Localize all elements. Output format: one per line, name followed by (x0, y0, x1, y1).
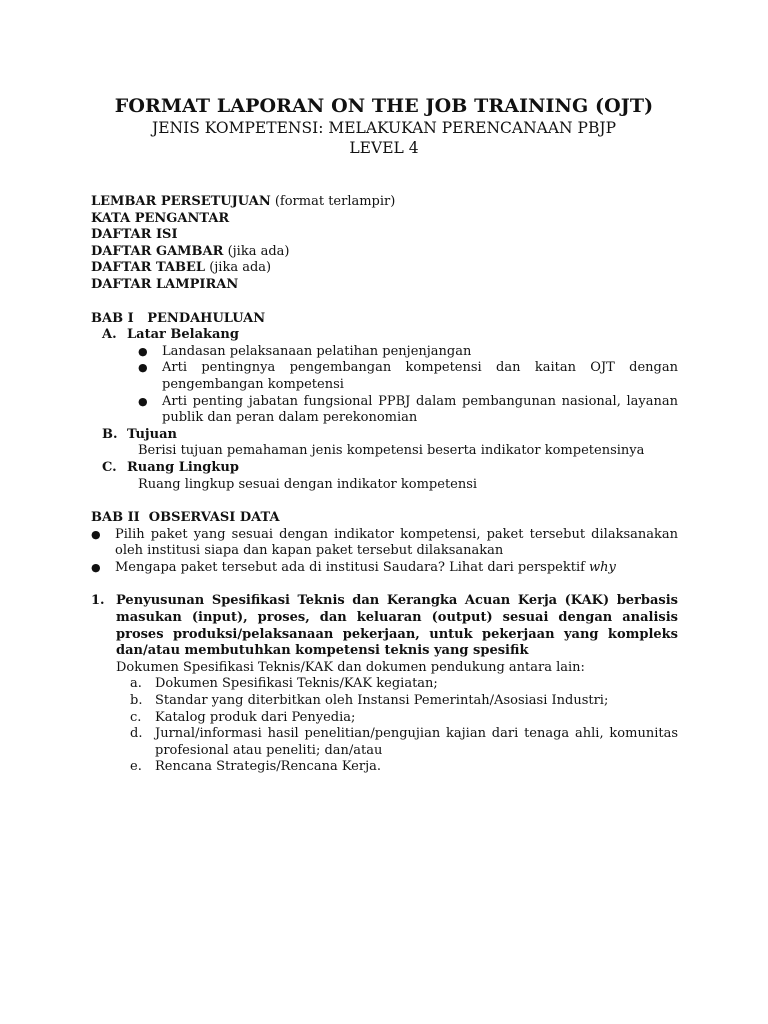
item1-intro: Dokumen Spesifikasi Teknis/KAK dan dokumen pendukung antara lain: (116, 659, 585, 675)
front-matter-list (91, 194, 678, 294)
subsection-b-title: Tujuan (127, 426, 177, 442)
bab1-heading: BAB I PENDAHULUAN (91, 310, 266, 326)
list-item: e. Rencana Strategis/Rencana Kerja. (130, 759, 382, 775)
bab1-subsection-a (91, 327, 678, 344)
list-item: c. Katalog produk dari Penyedia; (130, 709, 356, 725)
list-item: ● Landasan pelaksanaan pelatihan penjenjangan (138, 343, 472, 359)
front-matter-item: DAFTAR LAMPIRAN (91, 276, 239, 292)
front-matter-item: DAFTAR ISI (91, 227, 178, 243)
item1-title: Penyusunan Spesifikasi Teknis dan Kerangka Acuan Kerja (KAK) berbasis masukan (input), proses, dan keluaran (output) sesuai dengan analisis proses produksi/pelaksanaan pekerjaan, untuk pekerjaan yang kompleks dan/atau membutuhkan kompetensi teknis yang spesifik (116, 593, 678, 659)
list-item: ● Mengapa paket tersebut ada di institusi Saudara? Lihat dari perspektif why (91, 559, 616, 575)
document-body (91, 194, 678, 776)
list-item: ● Pilih paket yang sesuai dengan indikator kompetensi, paket tersebut dilaksanakan oleh institusi siapa dan kapan paket tersebut dilaksanakan (91, 526, 678, 559)
subsection-c-label: C. (102, 459, 117, 475)
bullet-icon: ● (91, 560, 101, 574)
bullet-icon: ● (138, 344, 148, 358)
subsection-b-label: B. (102, 426, 118, 442)
bab1-a-bullets (91, 344, 678, 427)
front-matter-item: KATA PENGANTAR (91, 210, 230, 226)
document-title: FORMAT LAPORAN ON THE JOB TRAINING (OJT) (114, 95, 654, 117)
subsection-c-title: Ruang Lingkup (127, 459, 239, 475)
subsection-c-text: Ruang lingkup sesuai dengan indikator kompetensi (138, 476, 478, 492)
item1-heading (91, 593, 678, 659)
list-item: ● Arti penting jabatan fungsional PPBJ dalam pembangunan nasional, layanan publik dan peran dalam perekonomian (138, 393, 678, 426)
subsection-a-title: Latar Belakang (127, 327, 239, 343)
bullet-icon: ● (138, 394, 148, 408)
list-item: d. Jurnal/informasi hasil penelitian/pengujian kajian dari tenaga ahli, komunitas profesional atau peneliti; dan/atau (130, 726, 678, 758)
subsection-b-text: Berisi tujuan pemahaman jenis kompetensi beserta indikator kompetensinya (138, 443, 645, 459)
list-item: a. Dokumen Spesifikasi Teknis/KAK kegiatan; (130, 676, 438, 692)
list-item: ● Arti pentingnya pengembangan kompetensi dan kaitan OJT dengan pengembangan kompetensi (138, 360, 678, 392)
item1-list (91, 676, 678, 776)
item1-number: 1. (91, 593, 105, 609)
bab1-section (91, 311, 678, 494)
front-matter-item: DAFTAR GAMBAR (jika ada) (91, 243, 290, 259)
subsection-a-label: A. (102, 327, 117, 343)
document-header (0, 94, 768, 158)
bullet-icon: ● (91, 527, 101, 541)
bullet-icon: ● (138, 361, 148, 375)
document-level: LEVEL 4 (349, 139, 419, 157)
bab1-subsection-b (91, 427, 678, 444)
front-matter-item: DAFTAR TABEL (jika ada) (91, 260, 272, 276)
front-matter-item: LEMBAR PERSETUJUAN (format terlampir) (91, 194, 396, 209)
bab2-heading: BAB II OBSERVASI DATA (91, 510, 280, 526)
bab1-subsection-c (91, 460, 678, 477)
document-subtitle: JENIS KOMPETENSI: MELAKUKAN PERENCANAAN PBJP (152, 119, 616, 137)
bab2-section (91, 510, 678, 576)
list-item: b. Standar yang diterbitkan oleh Instansi Pemerintah/Asosiasi Industri; (130, 693, 609, 709)
item1-section (91, 593, 678, 776)
